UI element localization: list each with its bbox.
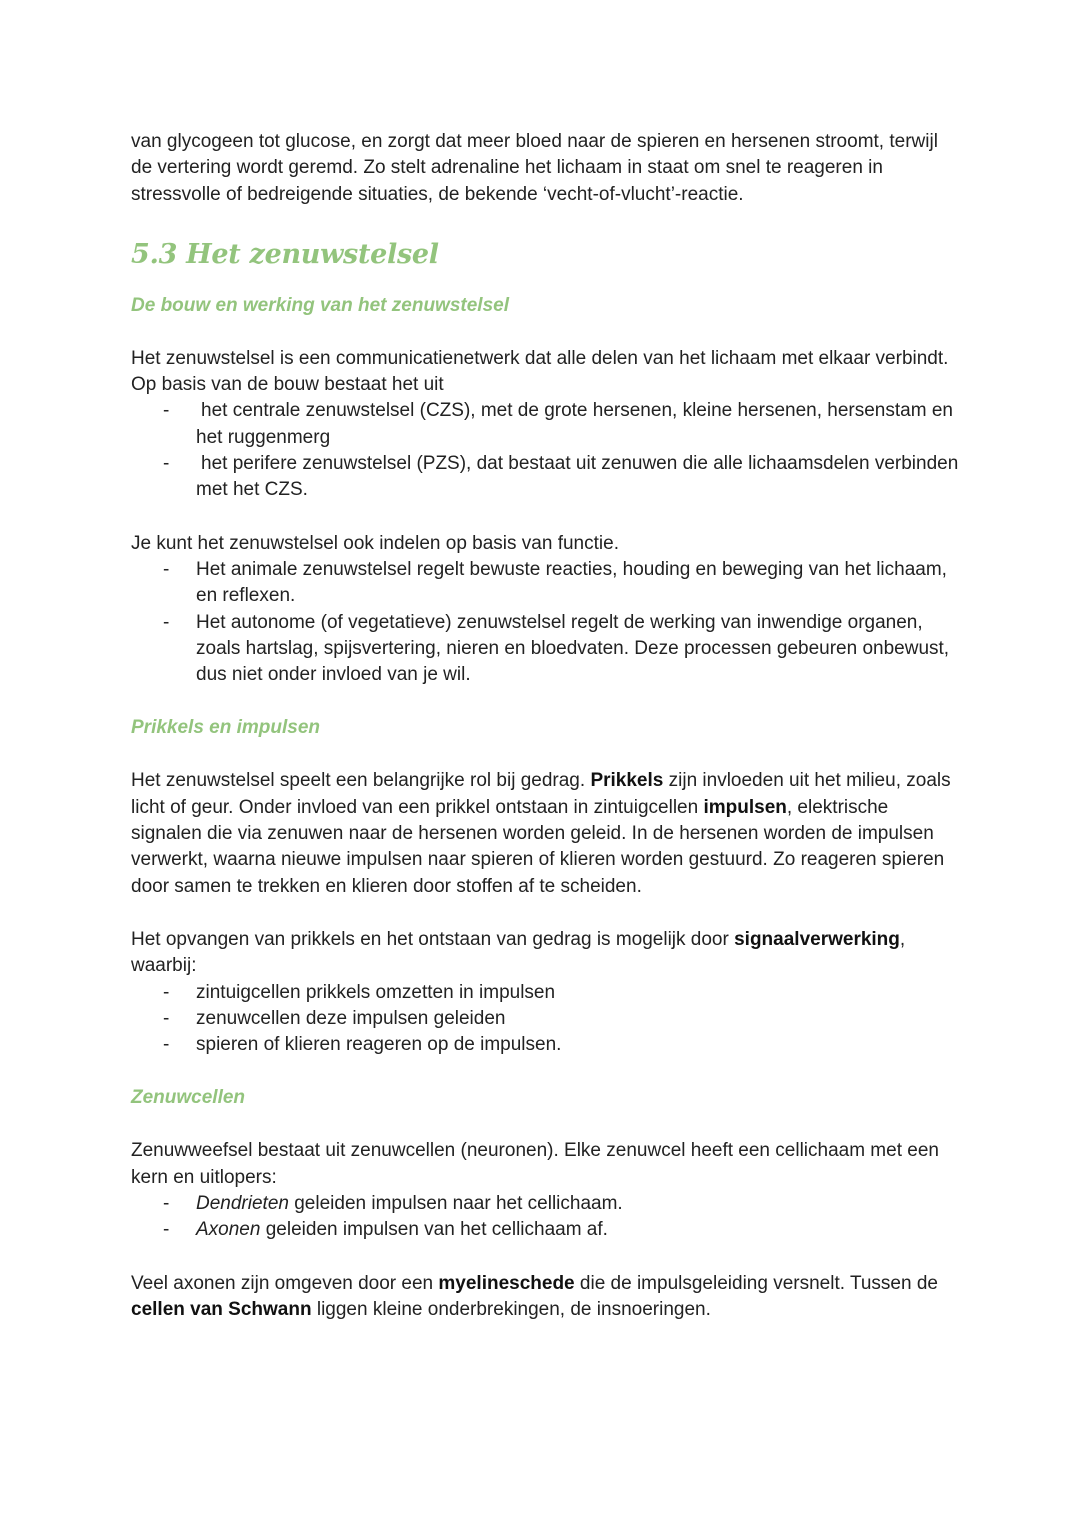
zenuwcellen-paragraph-1: Zenuwweefsel bestaat uit zenuwcellen (neuronen). Elke zenuwcel heeft een cellichaam met een kern en uitlopers: bbox=[131, 1140, 939, 1188]
list-item-text: spieren of klieren reageren op de impulsen. bbox=[196, 1034, 562, 1056]
zenuwcellen-paragraph-2: Veel axonen zijn omgeven door een myelineschede die de impulsgeleiding versnelt. Tussen de cellen van Schwann liggen kleine onderbrekingen, de insnoeringen. bbox=[131, 1272, 938, 1320]
subheading-bouw: De bouw en werking van het zenuwstelsel bbox=[131, 294, 509, 316]
list-dash: - bbox=[163, 1219, 170, 1241]
list-item-text: zenuwcellen deze impulsen geleiden bbox=[196, 1007, 506, 1029]
list-dash: - bbox=[163, 558, 170, 580]
list-item-text: Het autonome (of vegetatieve) zenuwstelsel regelt de werking van inwendige organen, zoals hartslag, spijsvertering, nieren en bloedvaten. Deze processen gebeuren onbewust, dus niet onder invloed van je wil. bbox=[196, 611, 950, 686]
prikkels-paragraph-2: Het opvangen van prikkels en het ontstaan van gedrag is mogelijk door signaalverwerking, waarbij: bbox=[131, 928, 906, 977]
bouw-list-2 bbox=[131, 557, 961, 688]
term-prikkels: Prikkels bbox=[590, 770, 664, 792]
list-item bbox=[131, 1032, 961, 1058]
list-item bbox=[131, 451, 961, 504]
list-item-text: Het animale zenuwstelsel regelt bewuste reacties, houding en beweging van het lichaam, en reflexen. bbox=[196, 558, 947, 607]
bouw-list-1 bbox=[131, 398, 961, 503]
list-item bbox=[131, 1191, 961, 1217]
document-page bbox=[131, 129, 961, 1323]
list-dash: - bbox=[163, 453, 170, 475]
list-dash: - bbox=[163, 1193, 170, 1215]
list-item-text: geleiden impulsen naar het cellichaam. bbox=[288, 1193, 623, 1215]
list-item bbox=[131, 1006, 961, 1032]
term-cellen-van-schwann: cellen van Schwann bbox=[131, 1298, 312, 1320]
list-item-text: het perifere zenuwstelsel (PZS), dat bestaat uit zenuwen die alle lichaamsdelen verbinden met het CZS. bbox=[196, 453, 959, 501]
subheading-prikkels: Prikkels en impulsen bbox=[131, 717, 321, 739]
list-dash: - bbox=[163, 611, 170, 633]
term-dendrieten: Dendrieten bbox=[196, 1193, 289, 1215]
term-impulsen: impulsen bbox=[703, 796, 787, 818]
section-title: 5.3 Het zenuwstelsel bbox=[131, 238, 439, 270]
zenuwcellen-list bbox=[131, 1191, 961, 1244]
list-item bbox=[131, 398, 961, 451]
intro-paragraph: van glycogeen tot glucose, en zorgt dat meer bloed naar de spieren en hersenen stroomt, terwijl de vertering wordt geremd. Zo stelt adrenaline het lichaam in staat om snel te reageren in stressvolle of bedreigende situaties, de bekende ‘vecht-of-vlucht’-reactie. bbox=[131, 131, 938, 205]
term-axonen: Axonen bbox=[196, 1219, 261, 1241]
list-item-text: geleiden impulsen van het cellichaam af. bbox=[260, 1219, 608, 1241]
term-myelineschede: myelineschede bbox=[438, 1272, 575, 1294]
bouw-paragraph-1: Het zenuwstelsel is een communicatienetwerk dat alle delen van het lichaam met elkaar verbindt. Op basis van de bouw bestaat het uit bbox=[131, 347, 949, 396]
list-dash: - bbox=[163, 1034, 170, 1056]
prikkels-list bbox=[131, 980, 961, 1059]
list-item bbox=[131, 557, 961, 610]
list-dash: - bbox=[163, 1007, 170, 1029]
list-dash: - bbox=[163, 981, 170, 1003]
list-item bbox=[131, 980, 961, 1006]
list-item-text: zintuigcellen prikkels omzetten in impulsen bbox=[196, 981, 556, 1003]
bouw-paragraph-2: Je kunt het zenuwstelsel ook indelen op basis van functie. bbox=[131, 532, 619, 554]
term-signaalverwerking: signaalverwerking bbox=[734, 928, 900, 950]
subheading-zenuwcellen: Zenuwcellen bbox=[131, 1087, 246, 1109]
list-dash: - bbox=[163, 400, 170, 422]
list-item-text: het centrale zenuwstelsel (CZS), met de grote hersenen, kleine hersenen, hersenstam en het ruggenmerg bbox=[196, 400, 953, 448]
prikkels-paragraph-1: Het zenuwstelsel speelt een belangrijke rol bij gedrag. Prikkels zijn invloeden uit het milieu, zoals licht of geur. Onder invloed van een prikkel ontstaan in zintuigcellen impulsen, elektrische signalen die via zenuwen naar de hersenen worden geleid. In de hersenen worden de impulsen verwerkt, waarna nieuwe impulsen naar spieren of klieren worden gestuurd. Zo reageren spieren door samen te trekken en klieren door stoffen af te scheiden. bbox=[131, 770, 951, 897]
list-item bbox=[131, 610, 961, 689]
list-item bbox=[131, 1217, 961, 1243]
